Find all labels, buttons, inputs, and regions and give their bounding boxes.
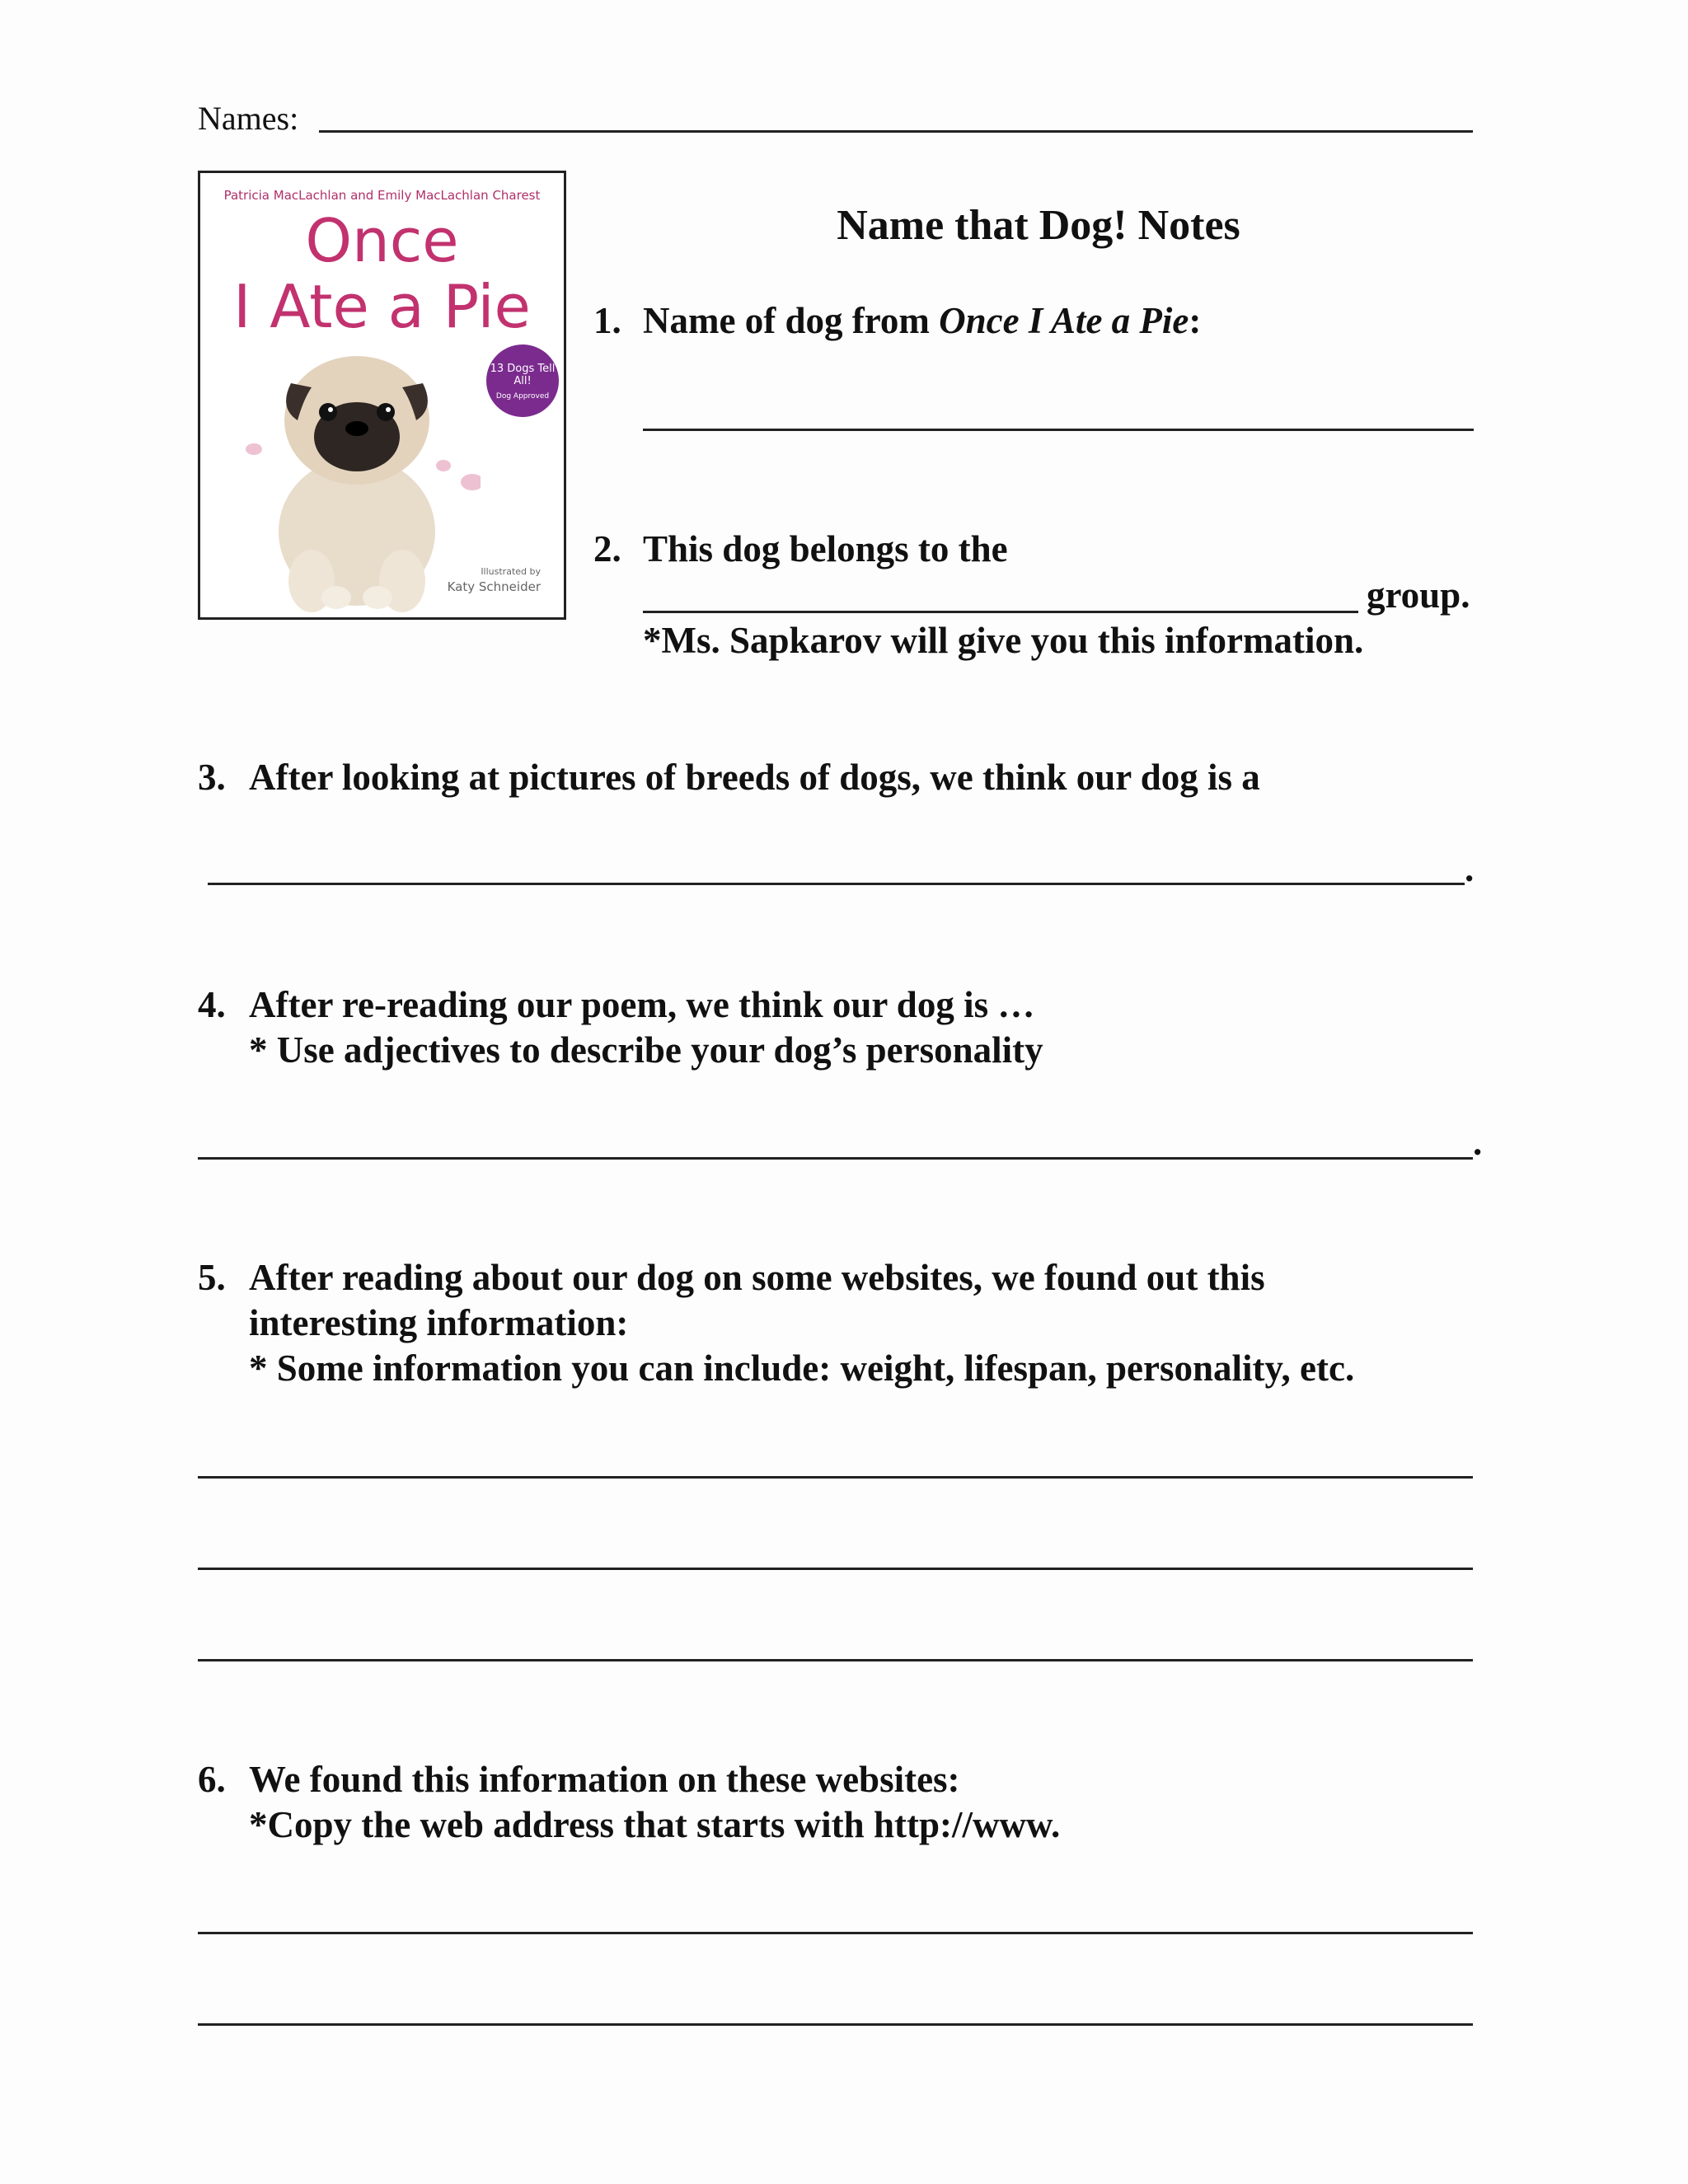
illustrator-name: Katy Schneider xyxy=(447,579,541,594)
q1-book-title: Once I Ate a Pie xyxy=(939,300,1189,341)
q6-note: *Copy the web address that starts with http://www. xyxy=(249,1804,1061,1845)
q6-answer-blank-2[interactable] xyxy=(198,2023,1473,2026)
q4-end-period: . xyxy=(1473,1122,1483,1163)
q5-answer-blank-3[interactable] xyxy=(198,1659,1473,1661)
book-title-line2: I Ate a Pie xyxy=(233,272,531,341)
q4-answer-blank[interactable] xyxy=(198,1157,1473,1160)
q4-note: * Use adjectives to describe your dog’s personality xyxy=(249,1029,1043,1071)
book-title-line1: Once xyxy=(305,206,459,275)
q6-text: We found this information on these websites: xyxy=(249,1759,960,1800)
q1-text-suffix: : xyxy=(1189,300,1202,341)
q3-number: 3. xyxy=(198,757,226,798)
q3-text: After looking at pictures of breeds of dogs, we think our dog is a xyxy=(249,757,1260,798)
illustrator-credit xyxy=(448,565,541,594)
q2-answer-blank[interactable] xyxy=(643,611,1358,613)
q6-number: 6. xyxy=(198,1759,226,1800)
q3-answer-blank[interactable] xyxy=(208,883,1465,885)
q1-text xyxy=(643,298,1201,344)
q4-text: After re-reading our poem, we think our dog is … xyxy=(249,984,1035,1025)
q5-answer-blank-2[interactable] xyxy=(198,1568,1473,1570)
q3-end-period: . xyxy=(1465,848,1475,889)
q1-text-prefix: Name of dog from xyxy=(643,300,940,341)
q2-text: This dog belongs to the xyxy=(643,528,1008,569)
seal-subtext: Dog Approved xyxy=(495,392,550,401)
badge-seal xyxy=(486,344,559,417)
q2-number: 2. xyxy=(593,528,621,569)
q5-text-line1: After reading about our dog on some websites, we found out this xyxy=(249,1257,1265,1298)
q2-note: *Ms. Sapkarov will give you this information. xyxy=(643,620,1364,661)
q5-text-line2: interesting information: xyxy=(249,1302,629,1343)
q6-answer-blank-1[interactable] xyxy=(198,1932,1473,1934)
illustrator-label: Illustrated by xyxy=(481,566,541,577)
pug-illustration xyxy=(233,342,481,614)
q5-answer-blank-1[interactable] xyxy=(198,1476,1473,1479)
q5-note: * Some information you can include: weight, lifespan, personality, etc. xyxy=(249,1347,1355,1389)
book-authors: Patricia MacLachlan and Emily MacLachlan Charest xyxy=(223,188,541,203)
book-cover-image xyxy=(198,171,566,620)
q4-number: 4. xyxy=(198,984,226,1025)
names-blank[interactable] xyxy=(319,130,1473,133)
seal-text: 13 Dogs Tell All! xyxy=(490,363,556,387)
page-title: Name that Dog! Notes xyxy=(837,202,1240,249)
q2-group-word: group. xyxy=(1367,574,1470,616)
q1-answer-blank[interactable] xyxy=(643,429,1474,431)
names-label: Names: xyxy=(198,100,299,137)
q5-number: 5. xyxy=(198,1257,226,1298)
q1-number: 1. xyxy=(593,300,621,341)
